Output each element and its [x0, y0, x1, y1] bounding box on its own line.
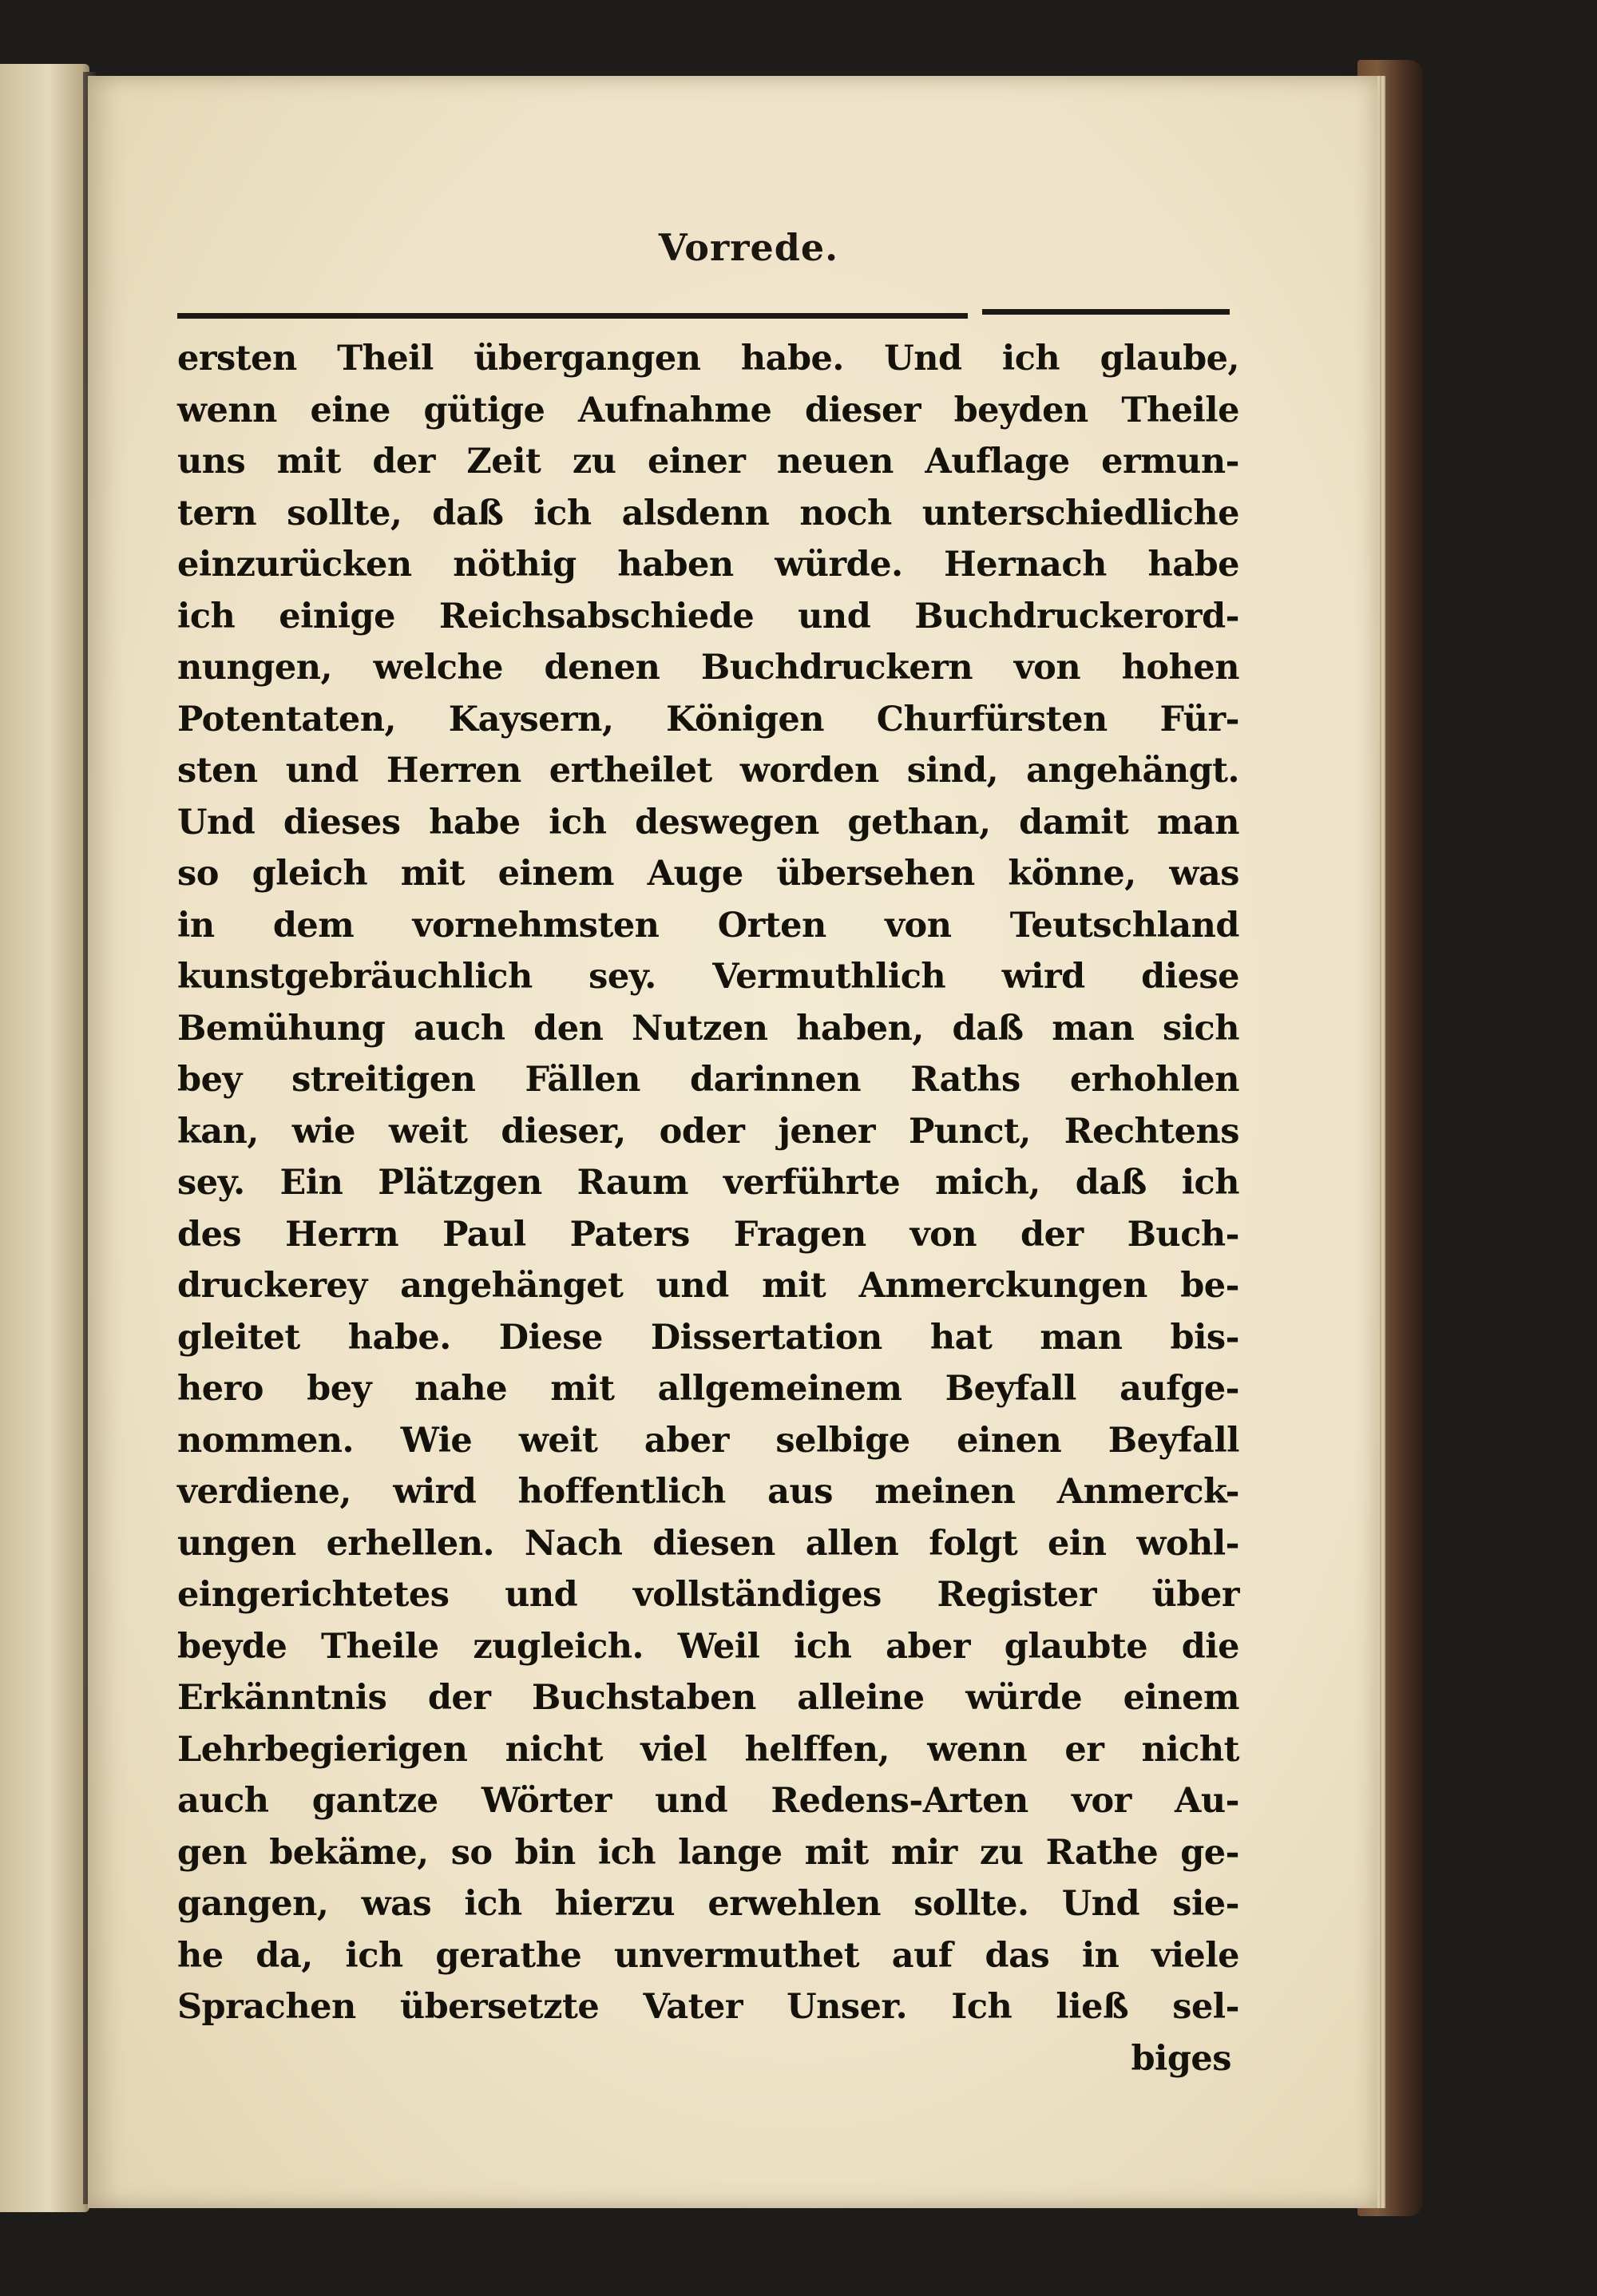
body-text [177, 333, 1239, 2084]
text-line: auch gantze Wörter und Redens-Arten vor Au- [177, 1781, 1239, 1821]
catchword: biges [1131, 2038, 1231, 2079]
book-page [88, 76, 1377, 2208]
text-line: gangen, was ich hierzu erwehlen sollte. Und sie- [177, 1884, 1239, 1924]
text-line: tern sollte, daß ich alsdenn noch unterschiedliche [177, 493, 1239, 533]
text-line: bey streitigen Fällen darinnen Raths erhohlen [177, 1060, 1239, 1100]
text-line: Und dieses habe ich deswegen gethan, damit man [177, 802, 1239, 843]
text-line: Sprachen übersetzte Vater Unser. Ich ließ sel- [177, 1987, 1239, 2027]
header-rule-left [177, 313, 968, 319]
text-line: kunstgebräuchlich sey. Vermuthlich wird diese [177, 957, 1239, 997]
text-line: nommen. Wie weit aber selbige einen Beyfall [177, 1420, 1239, 1461]
text-line: beyde Theile zugleich. Weil ich aber glaubte die [177, 1626, 1239, 1667]
text-line: einzurücken nöthig haben würde. Hernach habe [177, 545, 1239, 585]
text-line: he da, ich gerathe unvermuthet auf das in viele [177, 1935, 1239, 1976]
text-line: Lehrbegierigen nicht viel helffen, wenn er nicht [177, 1729, 1239, 1770]
text-line: wenn eine gütige Aufnahme dieser beyden Theile [177, 390, 1239, 430]
text-line: Bemühung auch den Nutzen haben, daß man sich [177, 1008, 1239, 1049]
text-line: ersten Theil übergangen habe. Und ich glaube, [177, 339, 1239, 379]
text-line: druckerey angehänget und mit Anmerckungen be- [177, 1266, 1239, 1306]
text-line: hero bey nahe mit allgemeinem Beyfall aufge- [177, 1369, 1239, 1409]
text-line: ich einige Reichsabschiede und Buchdruckerord- [177, 596, 1239, 636]
text-line: eingerichtetes und vollständiges Register über [177, 1575, 1239, 1615]
text-line: in dem vornehmsten Orten von Teutschland [177, 905, 1239, 946]
text-line: des Herrn Paul Paters Fragen von der Buch- [177, 1214, 1239, 1255]
text-line: ungen erhellen. Nach diesen allen folgt ein wohl- [177, 1523, 1239, 1564]
running-head: Vorrede. [658, 226, 839, 269]
text-line: gen bekäme, so bin ich lange mit mir zu Rathe ge- [177, 1832, 1239, 1873]
text-line: nungen, welche denen Buchdruckern von hohen [177, 648, 1239, 688]
text-line: sey. Ein Plätzgen Raum verführte mich, daß ich [177, 1163, 1239, 1203]
text-line: Potentaten, Kaysern, Königen Churfürsten Für- [177, 699, 1239, 740]
text-line: gleitet habe. Diese Dissertation hat man bis- [177, 1317, 1239, 1358]
header-rule-right [982, 309, 1230, 315]
text-line: verdiene, wird hoffentlich aus meinen Anmerck- [177, 1472, 1239, 1512]
text-line: Erkänntnis der Buchstaben alleine würde einem [177, 1678, 1239, 1718]
text-line: sten und Herren ertheilet worden sind, angehängt. [177, 751, 1239, 791]
previous-page-edge [0, 64, 89, 2212]
text-line: so gleich mit einem Auge übersehen könne, was [177, 854, 1239, 894]
text-line: uns mit der Zeit zu einer neuen Auflage ermun- [177, 442, 1239, 482]
text-line: kan, wie weit dieser, oder jener Punct, Rechtens [177, 1111, 1239, 1152]
